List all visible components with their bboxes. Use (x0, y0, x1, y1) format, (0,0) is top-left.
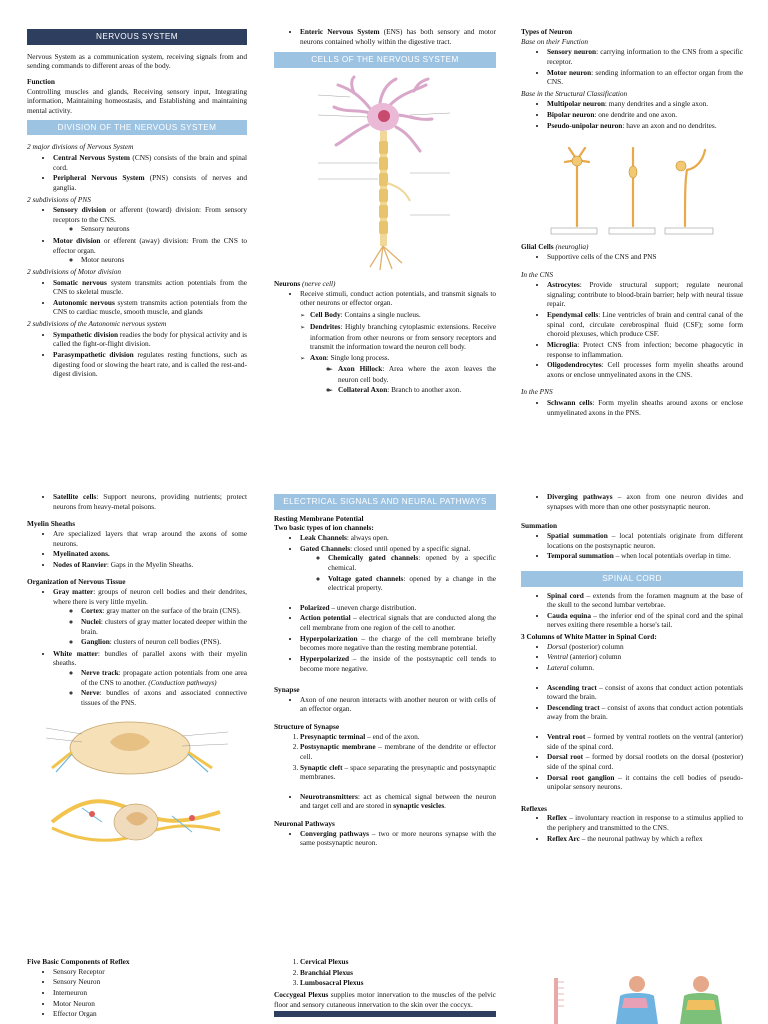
list-item: • Reflex – involuntary reaction in response to a stimulus applied to the periphery and transmitted to the CNS. (547, 813, 743, 832)
list-item: • Spatial summation – local potentials originate from different locations on the postsynaptic neuron. (547, 531, 743, 550)
reflexes-title: Reflexes (521, 803, 547, 813)
function-text: Controlling muscles and glands, Receiving sensory input, Integrating information, Maintaining homeostasis, and Establishing and maintaining mental activity. (27, 86, 247, 115)
list-item: • Ependymal cells: Line ventricles of brain and central canal of the spinal cord, circulate cerebrospinal fluid (CSF); some form choroid plexuses, which produce CSF. (547, 310, 743, 339)
list-item: ◦ Nerve track: propagate action potentials from one area of the CNS to another. (Conduction pathways) (81, 668, 247, 687)
subtitle-motor: 2 subdivisions of Motor division (27, 266, 122, 276)
list-item: • Receive stimuli, conduct action potentials, and transmit signals to other neurons or effector organ. (300, 289, 496, 308)
list-item: • Diverging pathways – axon from one neuron divides and synapses with more than one other postsynaptic neuron. (547, 492, 743, 511)
list-item: • Pseudo-unipolar neuron: have an axon and no dendrites. (547, 121, 743, 131)
neurons-title: Neurons (nerve cell) (274, 279, 336, 289)
list-structural (521, 99, 743, 130)
list-reflexes (521, 813, 743, 843)
col-cells (274, 27, 496, 398)
coccygeal-text: Coccygeal Plexus supplies motor innervation to the muscles of the pelvic floor and sensory cutaneous innervation to the skin over the coccyx. (274, 989, 496, 1009)
list-item: • Gated Channels: closed until opened by a specific signal. ◦ Chemically gated channels: opened by a specific chemical. ◦ Voltage gated channels: opened by a change in the electrical property. (300, 544, 496, 593)
list-motor (27, 278, 247, 318)
list-item: • Lateral column. (547, 663, 743, 673)
list-item: • Peripheral Nervous System (PNS) consists of nerves and ganglia. (53, 173, 247, 192)
list-item: • Oligodendrocytes: Cell processes form myelin sheaths around axons or enclose unmyelinated axons in the CNS. (547, 360, 743, 379)
list-item: • Multipolar neuron: many dendrites and a single axon. (547, 99, 743, 109)
list-item: ➢ Dendrites: Highly branching cytoplasmic extensions. Receive information from other neurons or from sensory receptors and transmit the information toward the neuron cell body. (310, 322, 496, 352)
list-function (521, 47, 743, 87)
list-item: • Temporal summation – when local potentials overlap in time. (547, 551, 743, 561)
list-item: • Dorsal root ganglion – it contains the cell bodies of pseudo-unipolar sensory neurons. (547, 773, 743, 792)
list-item: • Interneuron (53, 988, 247, 998)
list-neurotransmitters (274, 792, 496, 811)
list-item: • Leak Channels: always open. (300, 533, 496, 543)
pathways-title: Neuronal Pathways (274, 819, 335, 829)
list-item: 2. Postsynaptic membrane – membrane of the dendrite or effector cell. (300, 742, 496, 761)
list-item: • Dorsal (posterior) column (547, 642, 743, 652)
neuron-types-figure (547, 140, 717, 236)
header-electrical: ELECTRICAL SIGNALS AND NEURAL PATHWAYS (274, 494, 496, 510)
list-item: ➢ Cell Body: Contains a single nucleus. (310, 310, 496, 321)
list-item: 2. Branchial Plexus (300, 968, 496, 978)
list-ens (274, 27, 496, 46)
subtitle-in-cns: In the CNS (521, 269, 554, 279)
list-item: • Ventral root – formed by ventral rootlets on the ventral (anterior) side of the spinal cord. (547, 732, 743, 751)
list-item: • Polarized – uneven charge distribution. (300, 603, 496, 613)
list-item: 3. Lumbosacral Plexus (300, 978, 496, 988)
list-item: • Microglia: Protect CNS from infection; become phagocytic in response to inflammation. (547, 340, 743, 359)
header-cells: CELLS OF THE NERVOUS SYSTEM (274, 52, 496, 68)
list-item: • Parasympathetic division regulates resting functions, such as digesting food or slowing the heart rate, and is called the rest-and-digest division. (53, 350, 247, 379)
list-item: ◦ Nerve: bundles of axons and associated connective tissues of the PNS. (81, 688, 247, 707)
list-structure (274, 732, 496, 782)
list-item: • Hyperpolarized – the inside of the postsynaptic cell tends to become more negative. (300, 654, 496, 673)
list-item: ➢ ◦ Collateral Axon: Branch to another axon. (338, 385, 496, 396)
list-pathways (274, 829, 496, 848)
list-item: • Enteric Nervous System (ENS) has both sensory and motor neurons contained wholly within the digestive tract. (300, 27, 496, 46)
list-item: • Spinal cord – extends from the foramen magnum at the base of the skull to the second lumbar vertebrae. (547, 591, 743, 610)
list-item: • Motor division or efferent (away) division: From the CNS to effector organ. ◦ Motor neurons (53, 236, 247, 265)
list-item: ◦ Sensory neurons (81, 224, 247, 234)
list-item: • Bipolar neuron: one dendrite and one axon. (547, 110, 743, 120)
list-item: ◦ Ganglion: clusters of neuron cell bodies (PNS). (81, 637, 247, 647)
list-spinal (521, 591, 743, 631)
list-item: • Ascending tract – consist of axons that conduct action potentials toward the brain. (547, 683, 743, 702)
intro-text: Nervous System as a communication system, receiving signals from and sending commands to different areas of the body. (27, 51, 247, 71)
subtitle-in-pns: In the PNS (521, 387, 553, 397)
list-item: • Sympathetic division readies the body for physical activity and is called the fight-or-flight division. (53, 330, 247, 349)
columns-title: 3 Columns of White Matter in Spinal Cord: (521, 632, 657, 642)
col-spinal-cord (521, 492, 743, 845)
rmp-title: Resting Membrane Potential (274, 513, 364, 523)
subtitle-pns: 2 subdivisions of PNS (27, 194, 91, 204)
list-columns (521, 642, 743, 673)
list-myelin (27, 529, 247, 570)
list-pns-glia (521, 398, 743, 417)
subtitle-autonomic: 2 subdivisions of the Autonomic nervous system (27, 319, 167, 329)
dermatome-figure (540, 974, 740, 1024)
list-item: • Axon of one neuron interacts with another neuron or with cells of an effector organ. (300, 695, 496, 714)
list-item: • Reflex Arc – the neuronal pathway by which a reflex (547, 834, 743, 844)
list-item: • Are specialized layers that wrap around the axons of some neurons. (53, 529, 247, 548)
list-item: • Supportive cells of the CNS and PNS (547, 252, 743, 262)
subtitle-major-divisions: 2 major divisions of Nervous System (27, 142, 134, 152)
list-item: • Nodes of Ranvier: Gaps in the Myelin Sheaths. (53, 560, 247, 570)
list-item: • Ventral (anterior) column (547, 652, 743, 662)
organization-title: Organization of Nervous Tissue (27, 577, 126, 587)
col-reflex-components (27, 957, 247, 1021)
list-item: ➢ Axon: Single long process. ➢ ◦ Axon Hillock: Area where the axon leaves the neuron cell body. ➢ ◦ Collateral Axon: Branch to another axon. (310, 353, 496, 396)
list-organization (27, 587, 247, 708)
list-item: • Action potential – electrical signals that are conducted along the cell membrane from one region of the cell to another. (300, 613, 496, 632)
col-myelin (27, 492, 247, 862)
col-electrical (274, 492, 496, 850)
list-glial (521, 252, 743, 262)
list-item: • Converging pathways – two or more neurons synapse with the same postsynaptic neuron. (300, 829, 496, 848)
list-item: • Somatic nervous system transmits action potentials from the CNS to skeletal muscle. (53, 278, 247, 297)
list-neurons (274, 289, 496, 308)
list-item: • Sensory Receptor (53, 967, 247, 977)
list-neuron-parts (274, 310, 496, 396)
list-autonomic (27, 330, 247, 379)
list-item: • Astrocytes: Provide structural support; regulate neuronal signaling; contribute to blood-brain barrier; help with neural tissue repair. (547, 280, 743, 309)
list-item: • Descending tract – consist of axons that conduct action potentials away from the brain. (547, 703, 743, 722)
list-item: • Sensory neuron: carrying information to the CNS from a specific receptor. (547, 47, 743, 66)
list-summation (521, 531, 743, 561)
list-item: ◦ Motor neurons (81, 255, 247, 265)
col-plexus (274, 957, 496, 1017)
ion-channels-title: Two basic types of ion channels: (274, 523, 374, 533)
list-item: • Satellite cells: Support neurons, providing nutrients; protect neurons from heavy-metal poisons. (53, 492, 247, 511)
list-item: • Sensory division or afferent (toward) division: From sensory receptors to the CNS. ◦ Sensory neurons (53, 205, 247, 234)
list-diverging (521, 492, 743, 511)
neuron-figure (310, 75, 460, 275)
list-item: ◦ Chemically gated channels: opened by a specific chemical. (328, 553, 496, 572)
list-item: 1. Cervical Plexus (300, 957, 496, 967)
list-item: • Schwann cells: Form myelin sheaths around axons or enclose unmyelinated axons in the PNS. (547, 398, 743, 417)
myelin-title: Myelin Sheaths (27, 519, 76, 529)
list-reflex-components (27, 967, 247, 1019)
glial-title: Glial Cells (neuroglia) (521, 242, 589, 252)
list-item: • Sensory Neuron (53, 977, 247, 987)
list-item: • Dorsal root – formed by dorsal rootlets on the dorsal (posterior) side of the spinal cord. (547, 752, 743, 771)
list-item: • Central Nervous System (CNS) consists of the brain and spinal cord. (53, 153, 247, 172)
subtitle-structural: Base in the Structural Classification (521, 88, 628, 98)
header-spinal-cord: SPINAL CORD (521, 571, 743, 587)
list-tracts (521, 683, 743, 723)
dark-bar (274, 1011, 496, 1017)
col-nervous-system (27, 27, 247, 381)
list-item: • Neurotransmitters: act as chemical signal between the neuron and target cell and are stored in synaptic vesicles. (300, 792, 496, 811)
list-item: 3. Synaptic cleft – space separating the presynaptic and postsynaptic membranes. (300, 763, 496, 782)
header-nervous-system: NERVOUS SYSTEM (27, 29, 247, 45)
list-item: ◦ Cortex: gray matter on the surface of the brain (CNS). (81, 606, 247, 616)
list-roots (521, 732, 743, 792)
reflex-components-title: Five Basic Components of Reflex (27, 957, 130, 966)
list-pns (27, 205, 247, 265)
list-major-divisions (27, 153, 247, 193)
spinal-cord-figure (42, 712, 232, 862)
list-item: • Myelinated axons. (53, 549, 247, 559)
list-plexus (274, 957, 496, 988)
list-item: • Motor Neuron (53, 999, 247, 1009)
list-item: • White matter: bundles of parallel axons with their myelin sheaths. ◦ Nerve track: propagate action potentials from one area of the CNS to another. (Conduction pathways) ◦ Nerve: bundles of axons and associated connective tissues of the PNS. (53, 649, 247, 708)
structure-title: Structure of Synapse (274, 722, 340, 732)
subtitle-function: Base on their Function (521, 36, 589, 46)
col-types-of-neuron (521, 27, 743, 419)
list-item: ◦ Voltage gated channels: opened by a change in the electrical property. (328, 574, 496, 593)
list-satellite (27, 492, 247, 511)
synapse-title: Synapse (274, 685, 300, 695)
header-division: DIVISION OF THE NERVOUS SYSTEM (27, 120, 247, 136)
list-item: ➢ ◦ Axon Hillock: Area where the axon leaves the neuron cell body. (338, 364, 496, 385)
list-cns-glia (521, 280, 743, 379)
list-item: • Motor neuron: sending information to an effector organ from the CNS. (547, 68, 743, 87)
summation-title: Summation (521, 521, 558, 531)
types-title: Types of Neuron (521, 27, 573, 36)
list-potentials (274, 603, 496, 673)
list-item: • Cauda equina – the inferior end of the spinal cord and the spinal nerves exiting there resemble a horse's tail. (547, 611, 743, 630)
list-item: 1. Presynaptic terminal – end of the axon. (300, 732, 496, 742)
list-synapse (274, 695, 496, 714)
list-item: • Hyperpolarization – the charge of the cell membrane briefly becomes more negative than the resting membrane potential. (300, 634, 496, 653)
list-item: ◦ Nuclei: clusters of gray matter located deeper within the brain. (81, 617, 247, 636)
list-item: • Effector Organ (53, 1009, 247, 1019)
list-item: • Gray matter: groups of neuron cell bodies and their dendrites, where there is very little myelin. ◦ Cortex: gray matter on the surface of the brain (CNS). ◦ Nuclei: clusters of gray matter located deeper within the brain. ◦ Ganglion: clusters of neuron cell bodies (PNS). (53, 587, 247, 647)
function-title: Function (27, 77, 55, 87)
list-ion-channels (274, 533, 496, 593)
list-item: • Autonomic nervous system transmits action potentials from the CNS to cardiac muscle, smooth muscle, and glands (53, 298, 247, 317)
